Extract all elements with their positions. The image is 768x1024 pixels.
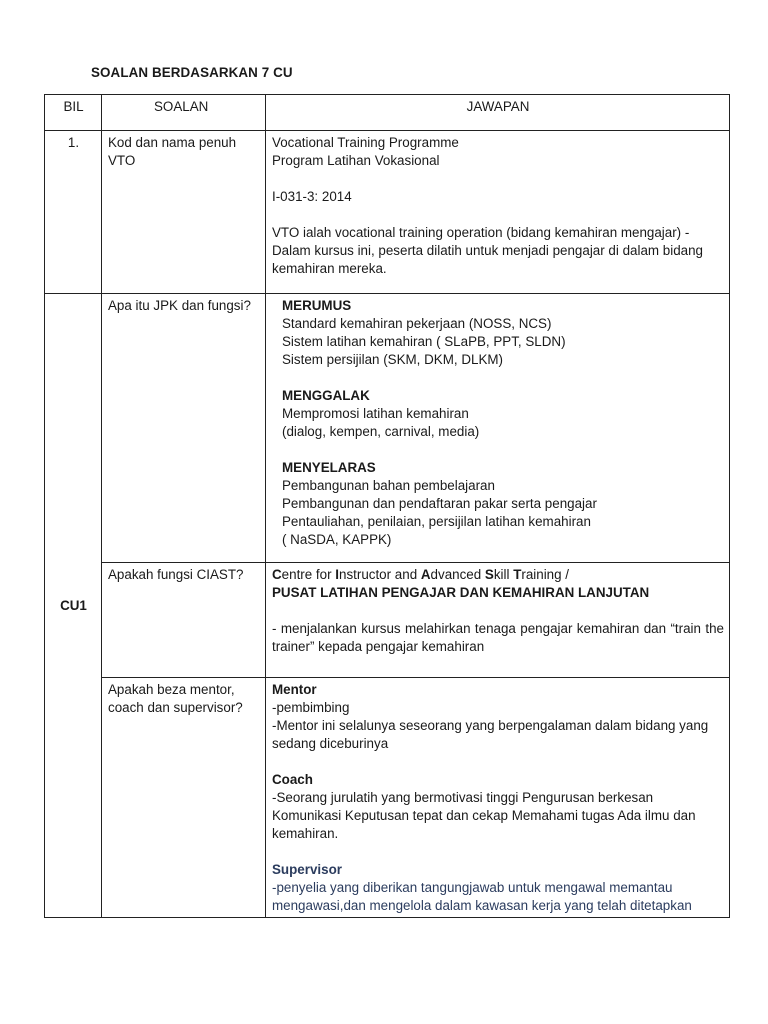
table-row xyxy=(45,131,730,294)
section-heading: MERUMUS xyxy=(282,298,352,313)
header-jawapan: JAWAPAN xyxy=(266,95,730,131)
question-cell: Apakah beza mentor, coach dan supervisor? xyxy=(102,678,266,918)
answer-line: Pembangunan dan pendaftaran pakar serta pengajar xyxy=(282,496,597,511)
question-cell: Apakah fungsi CIAST? xyxy=(102,563,266,678)
document-title: SOALAN BERDASARKAN 7 CU xyxy=(91,65,293,80)
table-row xyxy=(45,294,730,563)
answer-paragraph: VTO ialah vocational training operation (bidang kemahiran mengajar) - Dalam kursus ini, peserta dilatih untuk menjadi pengajar di dalam bidang kemahiran mereka. xyxy=(272,225,703,276)
answer-cell xyxy=(266,131,730,294)
answer-line: (dialog, kempen, carnival, media) xyxy=(282,424,480,439)
answer-line: -pembimbing xyxy=(272,700,350,715)
question-cell: Kod dan nama penuh VTO xyxy=(102,131,266,294)
section-heading: MENYELARAS xyxy=(282,460,376,475)
header-soalan: SOALAN xyxy=(102,95,266,131)
answer-paragraph: -Mentor ini selalunya seseorang yang berpengalaman dalam bidang yang sedang diceburinya xyxy=(272,718,709,751)
answer-line: Mempromosi latihan kemahiran xyxy=(282,406,469,421)
unit-label: CU1 xyxy=(45,294,102,918)
answer-paragraph: - menjalankan kursus melahirkan tenaga pengajar kemahiran dan “train the trainer” kepada pengajar kemahiran xyxy=(272,621,724,654)
section-heading: Mentor xyxy=(272,682,317,697)
answer-line: ( NaSDA, KAPPK) xyxy=(282,532,392,547)
answer-line: Standard kemahiran pekerjaan (NOSS, NCS) xyxy=(282,316,552,331)
answer-cell xyxy=(266,294,730,563)
question-table xyxy=(44,94,730,918)
row-number: 1. xyxy=(45,131,102,294)
section-heading: Coach xyxy=(272,772,313,787)
section-heading: MENGGALAK xyxy=(282,388,370,403)
acronym-line: Centre for Instructor and Advanced Skill Training / xyxy=(272,567,570,582)
answer-paragraph: -Seorang jurulatih yang bermotivasi tinggi Pengurusan berkesan Komunikasi Keputusan tepat dan cekap Memahami tugas Ada ilmu dan kemahiran. xyxy=(272,790,696,841)
answer-code: I-031-3: 2014 xyxy=(272,189,352,204)
answer-line: Pembangunan bahan pembelajaran xyxy=(282,478,495,493)
section-heading: Supervisor xyxy=(272,862,342,877)
answer-cell xyxy=(266,678,730,918)
answer-line: Vocational Training Programme xyxy=(272,135,459,150)
answer-line: Sistem latihan kemahiran ( SLaPB, PPT, SLDN) xyxy=(282,334,566,349)
question-cell: Apa itu JPK dan fungsi? xyxy=(102,294,266,563)
header-bil: BIL xyxy=(45,95,102,131)
answer-line: Pentauliahan, penilaian, persijilan latihan kemahiran xyxy=(282,514,591,529)
answer-cell xyxy=(266,563,730,678)
malay-name: PUSAT LATIHAN PENGAJAR DAN KEMAHIRAN LANJUTAN xyxy=(272,585,650,600)
table-row xyxy=(45,563,730,678)
answer-line: Program Latihan Vokasional xyxy=(272,153,440,168)
table-header-row xyxy=(45,95,730,131)
answer-paragraph: -penyelia yang diberikan tangungjawab untuk mengawal memantau mengawasi,dan mengelola dalam kawasan kerja yang telah ditetapkan xyxy=(272,880,692,913)
table-row xyxy=(45,678,730,918)
answer-line: Sistem persijilan (SKM, DKM, DLKM) xyxy=(282,352,503,367)
